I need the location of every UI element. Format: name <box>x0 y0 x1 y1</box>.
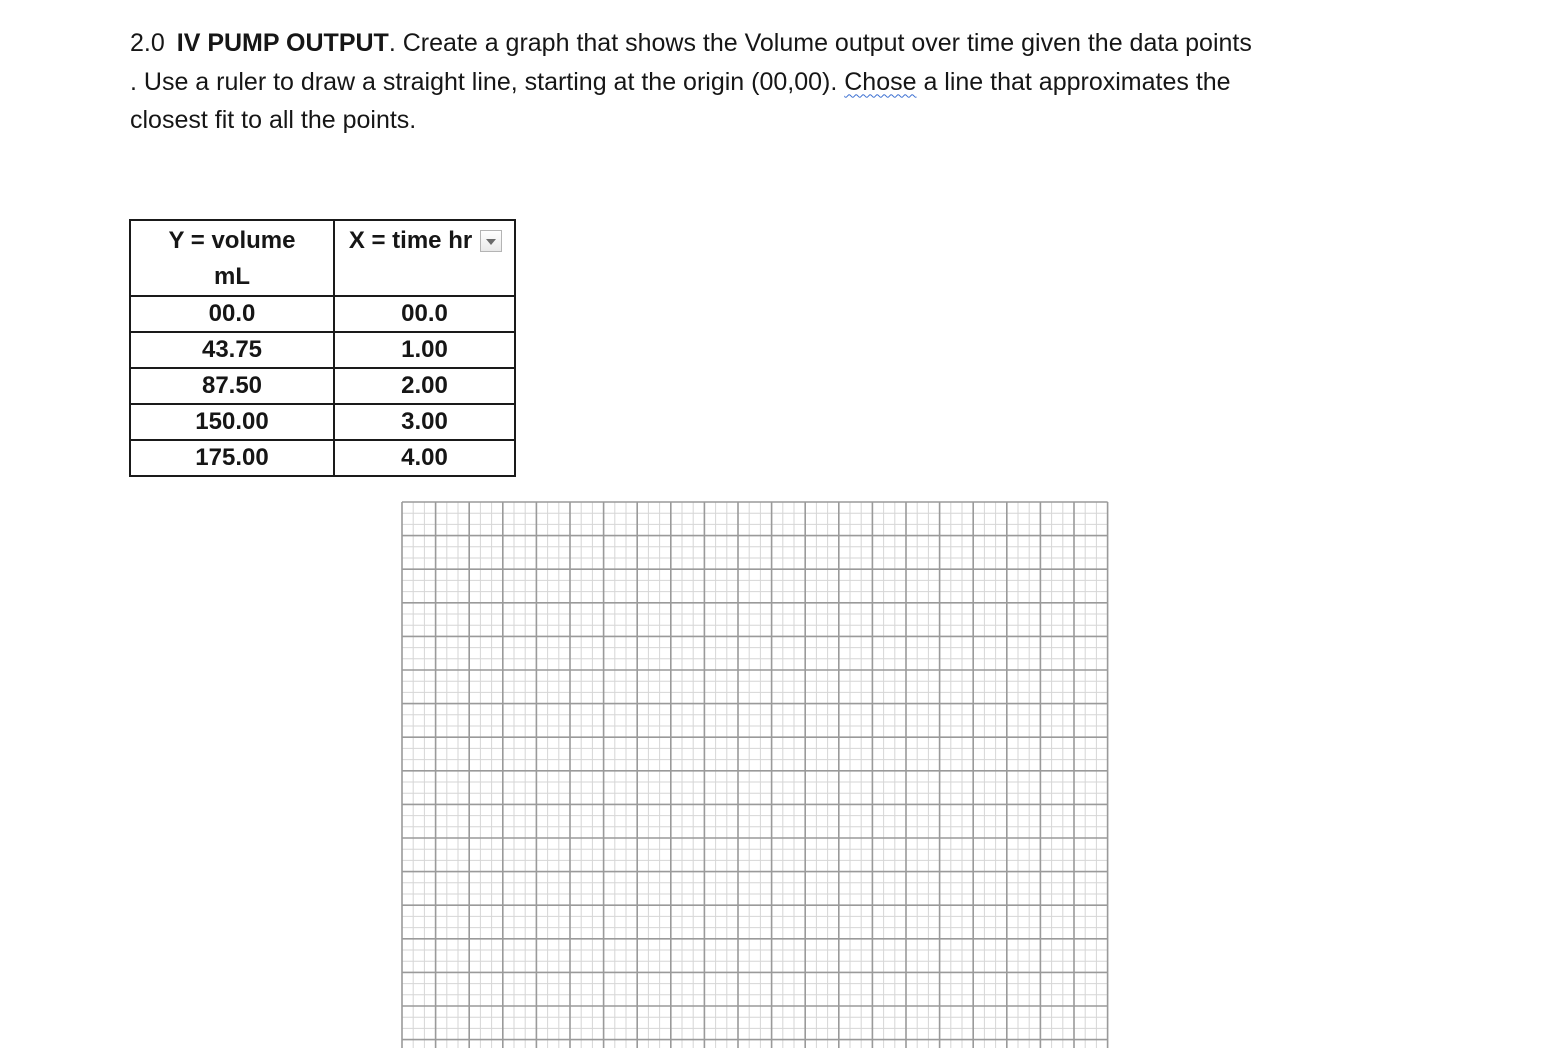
spellcheck-flagged-word[interactable]: Chose <box>844 67 917 96</box>
table-row <box>130 404 515 440</box>
question-text <box>130 24 1430 140</box>
filter-dropdown-icon[interactable] <box>480 230 502 252</box>
cell-x: 2.00 <box>334 368 515 404</box>
header-x-cell <box>349 223 500 259</box>
cell-x: 00.0 <box>334 296 515 332</box>
question-line-2 <box>130 63 1430 102</box>
header-y-volume <box>130 220 334 296</box>
table-row <box>130 440 515 476</box>
table-row <box>130 368 515 404</box>
data-table <box>129 219 516 477</box>
cell-x: 4.00 <box>334 440 515 476</box>
cell-y: 43.75 <box>130 332 334 368</box>
cell-y: 175.00 <box>130 440 334 476</box>
cell-y: 00.0 <box>130 296 334 332</box>
header-x-time[interactable] <box>334 220 515 296</box>
question-line-2-start: . Use a ruler to draw a straight line, starting at the origin (00,00). <box>130 67 845 96</box>
question-line-1-text: . Create a graph that shows the Volume output over time given the data points <box>388 29 1252 57</box>
header-y-line-2: mL <box>214 263 250 290</box>
question-line-2-end: a line that approximates the <box>916 67 1231 96</box>
question-line-1 <box>130 24 1430 63</box>
cell-y: 150.00 <box>130 404 334 440</box>
cell-y: 87.50 <box>130 368 334 404</box>
header-y-line-1: Y = volume <box>168 227 296 254</box>
cell-x: 1.00 <box>334 332 515 368</box>
header-x-label: X = time hr <box>348 227 473 254</box>
table-header-row <box>130 220 515 296</box>
question-line-3: closest fit to all the points. <box>130 106 417 134</box>
question-number: 2.0 <box>130 29 165 57</box>
table-row <box>130 296 515 332</box>
graph-paper-grid[interactable] <box>400 500 1110 1048</box>
question-title: IV PUMP OUTPUT <box>176 29 389 57</box>
table-row <box>130 332 515 368</box>
cell-x: 3.00 <box>334 404 515 440</box>
